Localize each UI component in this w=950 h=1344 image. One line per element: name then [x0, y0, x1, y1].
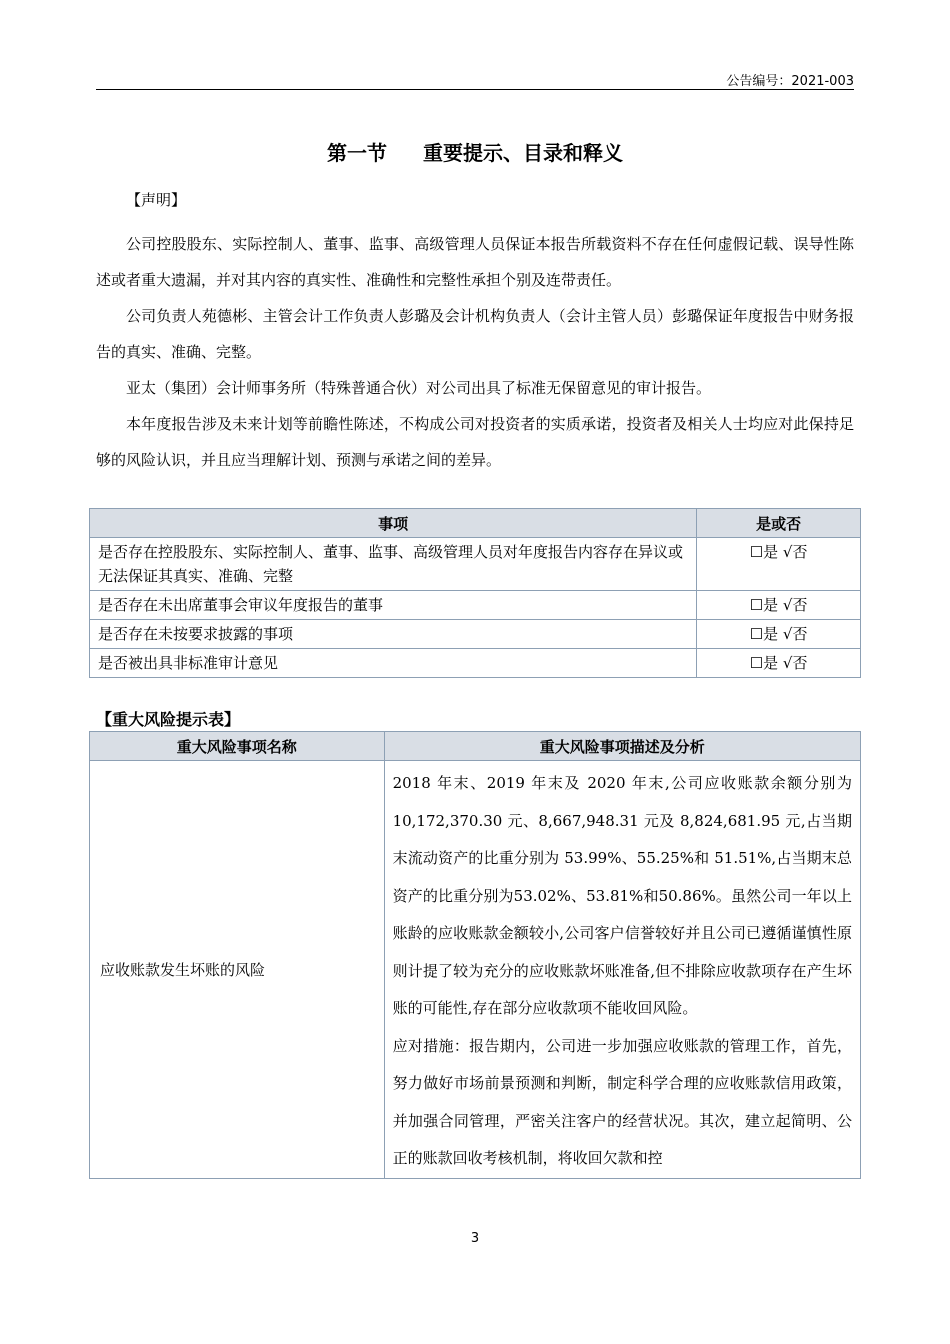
risk-header-description: 重大风险事项描述及分析	[384, 732, 860, 761]
matters-header-row	[90, 509, 861, 538]
risk-name: 应收账款发生坏账的风险	[90, 761, 385, 1179]
table-row	[90, 538, 861, 591]
matters-header-answer: 是或否	[697, 509, 861, 538]
statement-paragraph-3: 亚太（集团）会计师事务所（特殊普通合伙）对公司出具了标准无保留意见的审计报告。	[126, 379, 712, 397]
matter-answer: ☐是 √否	[697, 649, 861, 678]
risk-measures: 应对措施：报告期内，公司进一步加强应收账款的管理工作，首先，努力做好市场前景预测和判断，制定科学合理的应收账款信用政策，并加强合同管理，严密关注客户的经营状况。其次，建立起简明、公正的账款回收考核机制，将收回欠款和控	[392, 1036, 852, 1167]
matter-answer: ☐是 √否	[697, 538, 861, 591]
section-name: 重要提示、目录和释义	[423, 141, 623, 165]
statement-heading: 【声明】	[126, 191, 187, 209]
statement-paragraph-2: 公司负责人苑德彬、主管会计工作负责人彭璐及会计机构负责人（会计主管人员）彭璐保证年度报告中财务报告的真实、准确、完整。	[96, 307, 854, 361]
matters-header-item: 事项	[90, 509, 697, 538]
statement-paragraph-4: 本年度报告涉及未来计划等前瞻性陈述，不构成公司对投资者的实质承诺，投资者及相关人士均应对此保持足够的风险认识，并且应当理解计划、预测与承诺之间的差异。	[96, 415, 854, 469]
risk-description-cell	[384, 761, 860, 1179]
matter-item: 是否被出具非标准审计意见	[90, 649, 697, 678]
matter-item: 是否存在未按要求披露的事项	[90, 620, 697, 649]
matter-answer: ☐是 √否	[697, 620, 861, 649]
table-row	[90, 620, 861, 649]
risk-table	[89, 731, 861, 1179]
table-row	[90, 761, 861, 1179]
risk-header-row	[90, 732, 861, 761]
section-number: 第一节	[327, 141, 387, 165]
section-title	[96, 137, 854, 166]
matters-table	[89, 508, 861, 678]
risk-header-name: 重大风险事项名称	[90, 732, 385, 761]
matter-item: 是否存在未出席董事会审议年度报告的董事	[90, 591, 697, 620]
table-row	[90, 649, 861, 678]
risk-description: 2018 年末、2019 年末及 2020 年末,公司应收账款余额分别为 10,172,370.30 元、8,667,948.31 元及 8,824,681.95 元,占当期末流动资产的比重分别为 53.99%、55.25%和 51.51%,占当期末总资产的比重分别为53.02%、53.81%和50.86%。虽然公司一年以上账龄的应收账款金额较小,公司客户信誉较好并且公司已遵循谨慎性原则计提了较为充分的应收账款坏账准备,但不排除应收款项存在产生坏账的可能性,存在部分应收款项不能收回风险。	[392, 774, 852, 1017]
statement-paragraph-1: 公司控股股东、实际控制人、董事、监事、高级管理人员保证本报告所载资料不存在任何虚假记载、误导性陈述或者重大遗漏，并对其内容的真实性、准确性和完整性承担个别及连带责任。	[96, 235, 854, 289]
page-number: 3	[470, 1231, 480, 1246]
announcement-number: 公告编号：2021-003	[726, 74, 854, 89]
matter-answer: ☐是 √否	[697, 591, 861, 620]
matter-item: 是否存在控股股东、实际控制人、董事、监事、高级管理人员对年度报告内容存在异议或无法保证其真实、准确、完整	[90, 538, 697, 591]
table-row	[90, 591, 861, 620]
header-rule	[96, 89, 854, 90]
risk-table-heading: 【重大风险提示表】	[96, 710, 241, 729]
